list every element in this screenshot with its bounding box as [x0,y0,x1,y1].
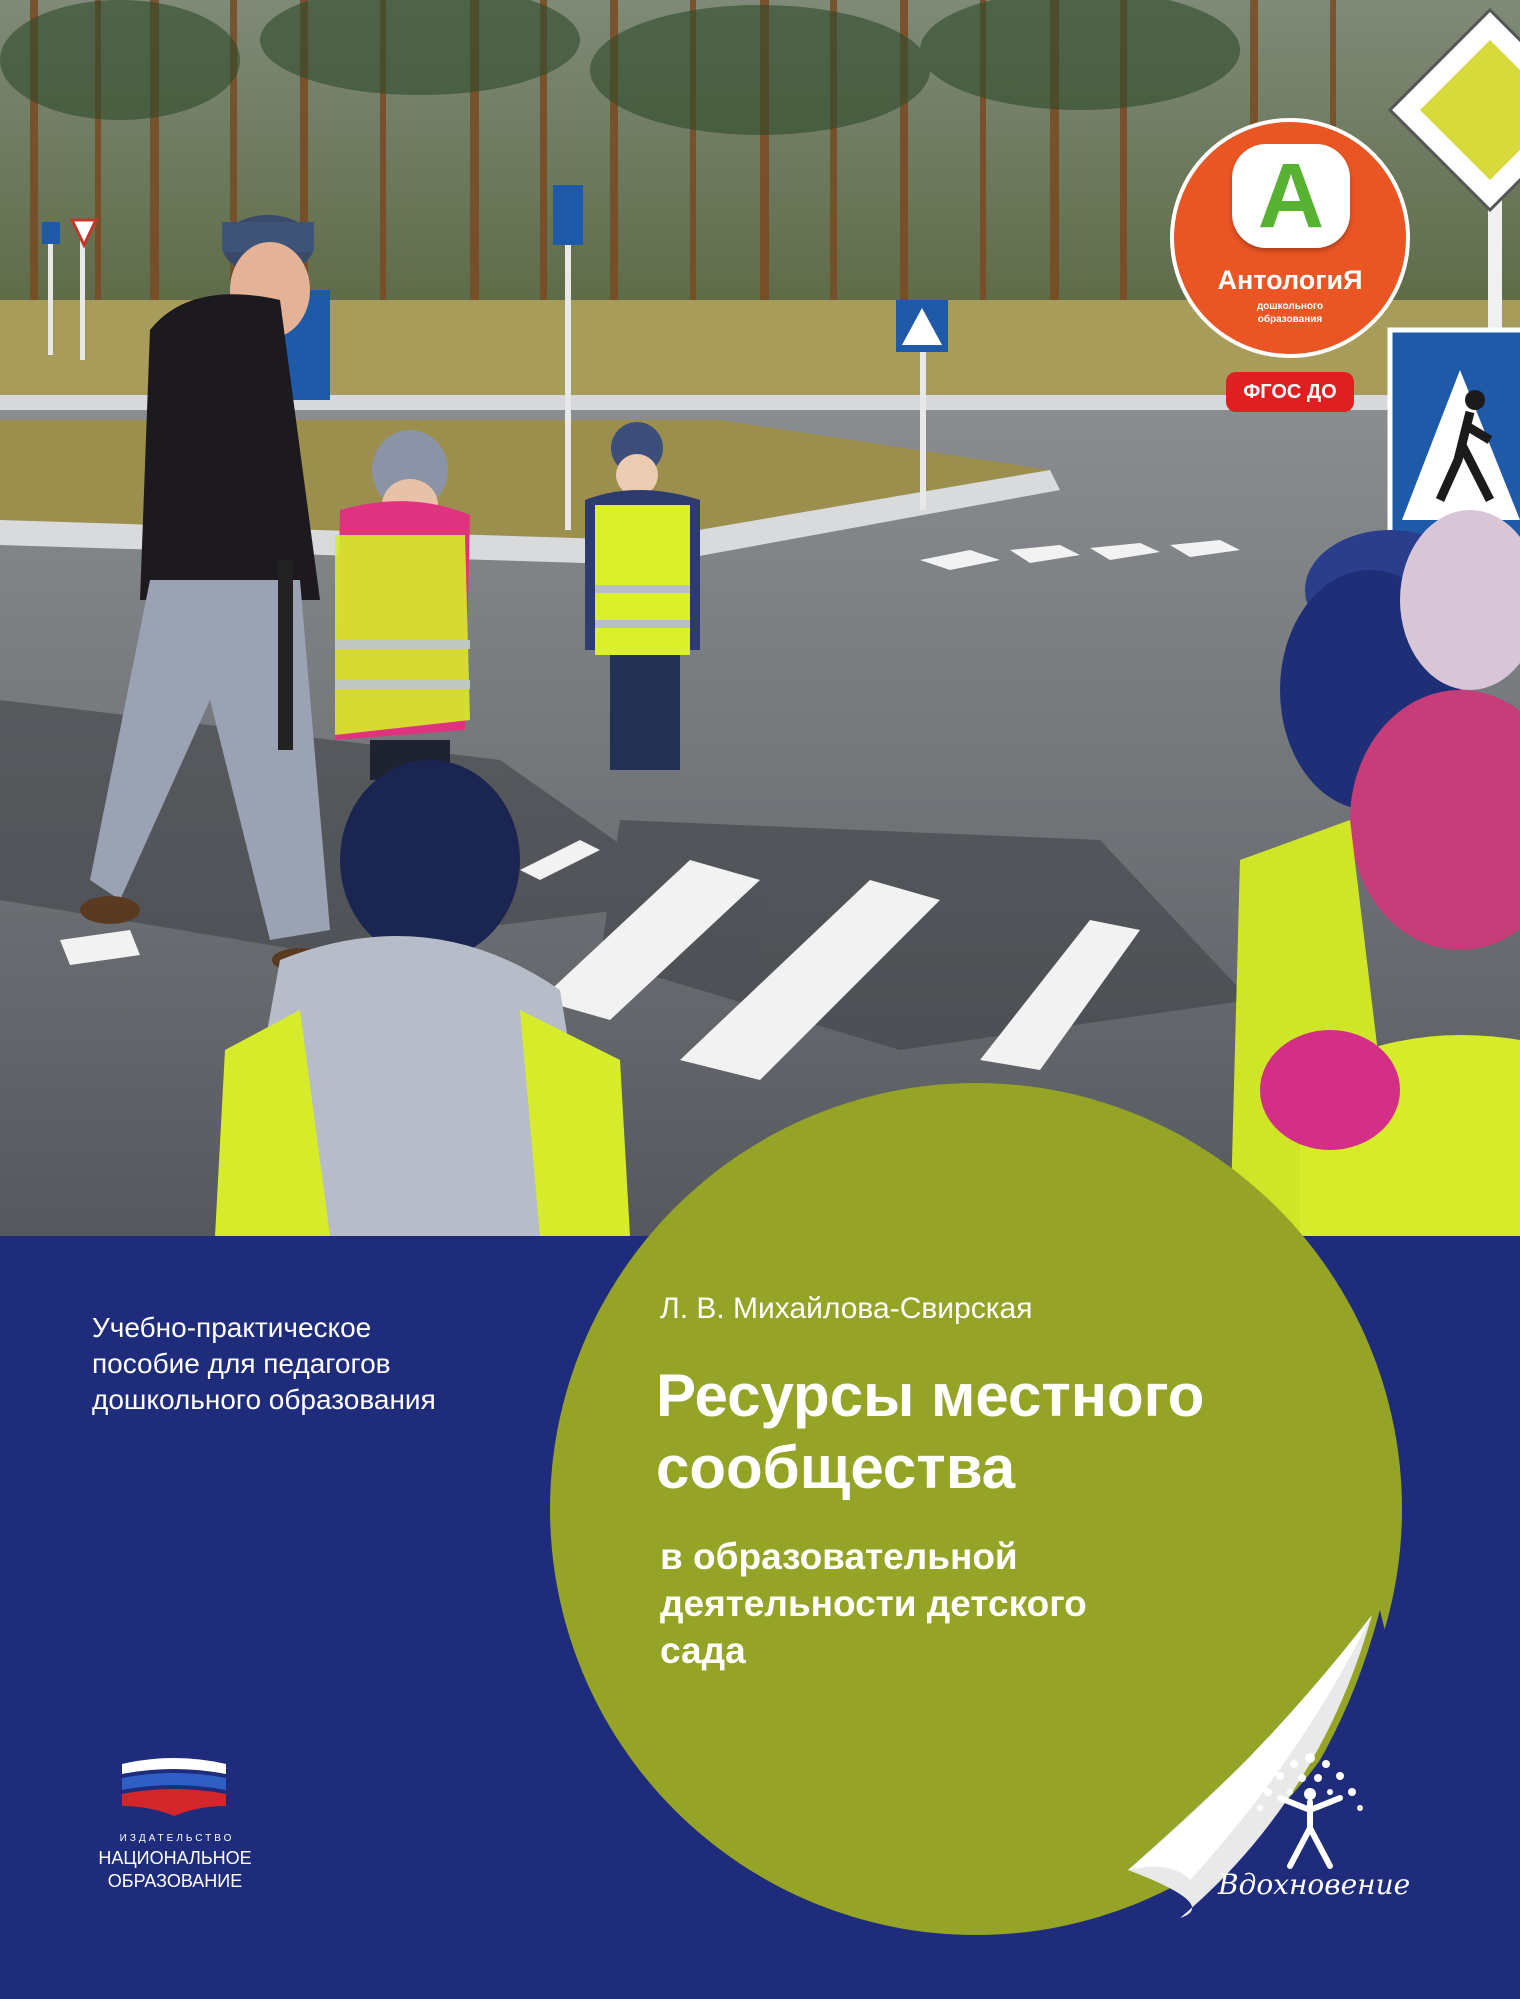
series-subname-line: образования [1257,314,1323,325]
book-type-line: Учебно-практическое [92,1312,372,1343]
book-subtitle-line: сада [660,1630,746,1671]
eagle-flag-icon [118,1756,230,1818]
series-logo-letter: А [1257,145,1325,247]
publisher-name [80,1847,270,1893]
tree-figure-icon [1250,1748,1370,1878]
publisher-name-line: ОБРАЗОВАНИЕ [107,1871,243,1891]
imprint-name: Вдохновение [1218,1868,1411,1901]
series-logo-badge [1232,144,1350,248]
book-title-line: Ресурсы местного [656,1362,1205,1429]
book-subtitle-line: деятельности детского [660,1583,1087,1624]
book-subtitle-line: в образовательной [660,1536,1018,1577]
book-subtitle [660,1533,1220,1674]
author-name: Л. В. Михайлова-Свирская [660,1292,1033,1325]
fgos-badge: ФГОС ДО [1226,372,1354,412]
book-title [656,1360,1356,1504]
series-subname-line: дошкольного [1256,301,1324,312]
book-type-line: дошкольного образования [92,1384,436,1415]
book-type-line: пособие для педагогов [92,1348,391,1379]
publisher-name-line: НАЦИОНАЛЬНОЕ [98,1848,252,1868]
book-title-line: сообщества [656,1434,1016,1501]
publisher-label: ИЗДАТЕЛЬСТВО [119,1833,235,1844]
series-name: АнтологиЯ [1217,265,1363,295]
book-type-label [92,1310,512,1418]
series-logo [1170,118,1410,358]
series-subname [1174,300,1406,326]
